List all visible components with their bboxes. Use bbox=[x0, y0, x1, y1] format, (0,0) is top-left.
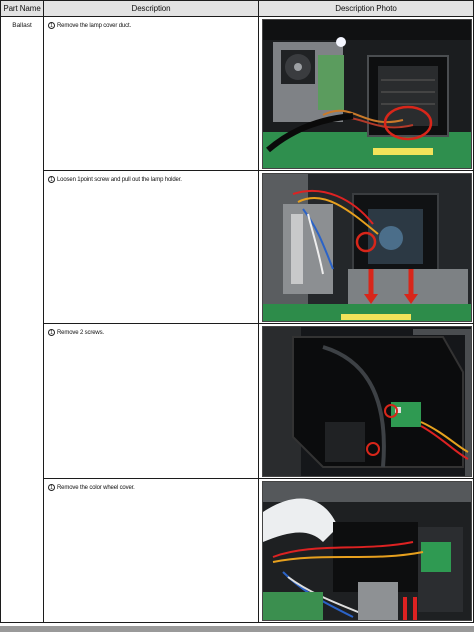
description-cell bbox=[44, 171, 259, 324]
description-cell bbox=[44, 17, 259, 171]
step-text: Remove the color wheel cover. bbox=[57, 484, 135, 491]
photo-lamp-cover-duct bbox=[262, 19, 472, 169]
header-row bbox=[1, 1, 474, 17]
header-description-photo: Description Photo bbox=[259, 1, 474, 17]
photo-cell bbox=[259, 171, 474, 324]
table-row bbox=[1, 324, 474, 479]
step-item bbox=[44, 17, 258, 29]
description-cell bbox=[44, 324, 259, 479]
step-number: 1 bbox=[48, 329, 55, 336]
step-number: 1 bbox=[48, 176, 55, 183]
part-name: Ballast bbox=[12, 22, 32, 29]
step-item bbox=[44, 324, 258, 336]
step-number: 1 bbox=[48, 22, 55, 29]
part-name-cell bbox=[1, 17, 44, 623]
table-row bbox=[1, 171, 474, 324]
description-cell bbox=[44, 479, 259, 623]
header-part-name: Part Name bbox=[1, 1, 44, 17]
photo-cell bbox=[259, 17, 474, 171]
table-row bbox=[1, 479, 474, 623]
step-number: 1 bbox=[48, 484, 55, 491]
bottom-scroll-edge bbox=[0, 626, 474, 632]
photo-color-wheel-cover bbox=[262, 481, 472, 621]
table-row bbox=[1, 17, 474, 171]
photo-lamp-holder bbox=[262, 173, 472, 322]
step-text: Remove 2 screws. bbox=[57, 329, 104, 336]
step-text: Loosen 1point screw and pull out the lamp holder. bbox=[57, 176, 182, 183]
header-description: Description bbox=[44, 1, 259, 17]
step-text: Remove the lamp cover duct. bbox=[57, 22, 131, 29]
step-item bbox=[44, 479, 258, 491]
photo-cell bbox=[259, 324, 474, 479]
photo-cell bbox=[259, 479, 474, 623]
photo-ballast-screws bbox=[262, 326, 472, 477]
step-item bbox=[44, 171, 258, 183]
